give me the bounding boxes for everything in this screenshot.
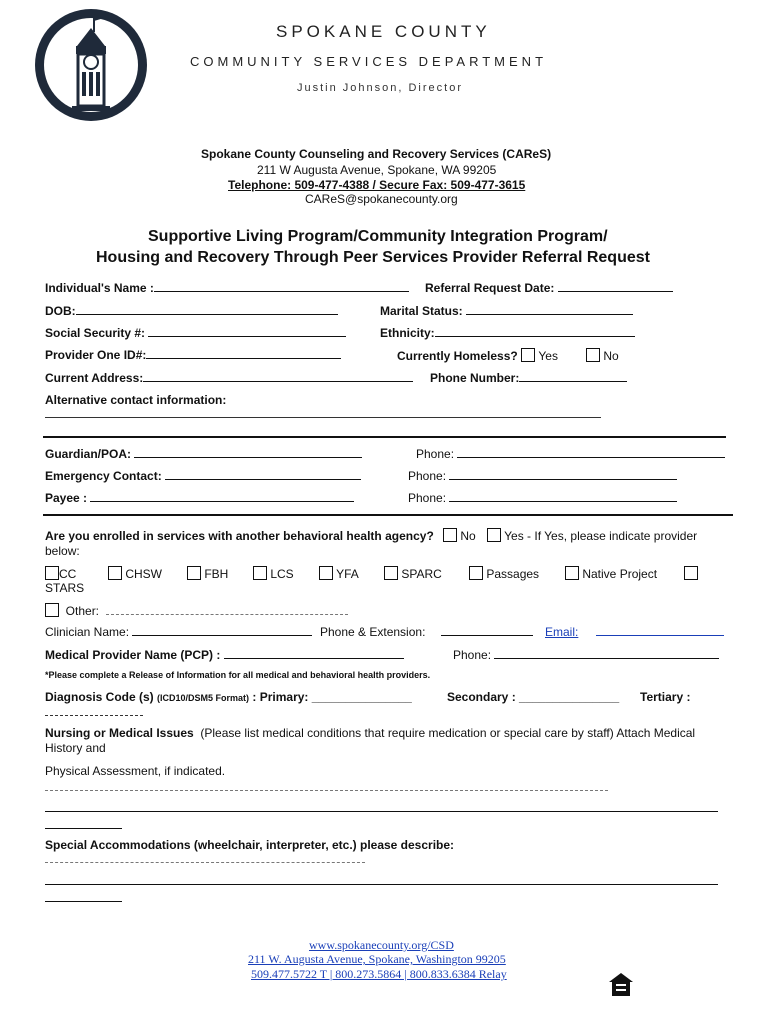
dob-label: DOB:: [45, 304, 338, 318]
provider-fbh: FBH: [187, 566, 228, 581]
provider-sparc: SPARC: [384, 566, 442, 581]
phone-number-label: Phone Number:: [430, 371, 627, 385]
guardian-label: Guardian/POA:: [45, 447, 362, 461]
clinician-label: Clinician Name:: [45, 625, 312, 639]
homeless-no-option: No: [586, 348, 619, 363]
dob-field[interactable]: [76, 304, 338, 315]
medical-phone-field[interactable]: [494, 648, 719, 659]
enrollment-question: Are you enrolled in services with another behavioral health agency?: [45, 529, 434, 543]
emergency-field[interactable]: [165, 469, 361, 480]
special-field-3[interactable]: [45, 901, 122, 902]
ethnicity-field[interactable]: [435, 326, 635, 337]
stars-label: STARS: [45, 581, 85, 595]
footer-phones-link[interactable]: 509.477.5722 T | 800.273.5864 | 800.833.6384 Relay: [251, 967, 507, 981]
roi-note: *Please complete a Release of Information for all medical and behavioral health providers.: [45, 670, 431, 680]
native-project-checkbox[interactable]: [565, 566, 579, 580]
provider-lcs: LCS: [253, 566, 294, 581]
provider-one-field[interactable]: [146, 348, 341, 359]
guardian-phone-label: Phone:: [416, 447, 725, 461]
nursing-field-3[interactable]: [45, 828, 122, 829]
provider-stars: [684, 566, 698, 581]
agency-email: CAReS@spokanecounty.org: [305, 192, 458, 206]
nursing-field-2[interactable]: [45, 811, 718, 812]
phone-number-field[interactable]: [519, 371, 627, 382]
alt-contact-label: Alternative contact information:: [45, 393, 227, 407]
form-title-line1: Supportive Living Program/Community Integration Program/: [148, 228, 608, 245]
homeless-label: Currently Homeless? Yes: [397, 349, 558, 363]
special-field-2[interactable]: [45, 884, 718, 885]
form-title-line2: Housing and Recovery Through Peer Services Provider Referral Request: [96, 249, 650, 266]
current-address-field[interactable]: [143, 371, 413, 382]
clinician-field[interactable]: [132, 625, 312, 636]
other-checkbox[interactable]: [45, 603, 59, 617]
provider-native-project: Native Project: [565, 566, 657, 581]
passages-checkbox[interactable]: [469, 566, 483, 580]
enrollment-below: below:: [45, 544, 80, 558]
enrollment-yes-checkbox[interactable]: [487, 528, 501, 542]
marital-status-field[interactable]: [466, 304, 633, 315]
provider-passages: Passages: [469, 566, 539, 581]
alt-contact-line[interactable]: [45, 417, 601, 418]
referral-date-field[interactable]: [558, 281, 673, 292]
diagnosis-secondary: Secondary : _______________: [447, 690, 620, 704]
sparc-checkbox[interactable]: [384, 566, 398, 580]
current-address-label: Current Address:: [45, 371, 413, 385]
chsw-checkbox[interactable]: [108, 566, 122, 580]
payee-label: Payee :: [45, 491, 354, 505]
homeless-no-checkbox[interactable]: [586, 348, 600, 362]
history-text: History and: [45, 741, 106, 755]
guardian-phone-field[interactable]: [457, 447, 725, 458]
lcs-checkbox[interactable]: [253, 566, 267, 580]
special-field-1[interactable]: [45, 862, 365, 863]
provider-yfa: YFA: [319, 566, 359, 581]
marital-status-label: Marital Status:: [380, 304, 633, 318]
nursing-field-1[interactable]: [45, 790, 608, 791]
medical-provider-label: Medical Provider Name (PCP) :: [45, 648, 404, 662]
tertiary-field[interactable]: [45, 715, 143, 716]
emergency-phone-label: Phone:: [408, 469, 677, 483]
footer-address-link[interactable]: 211 W. Augusta Avenue, Spokane, Washington 99205: [248, 952, 506, 966]
other-provider-field[interactable]: [106, 614, 348, 615]
section-divider: [43, 436, 726, 438]
email-field[interactable]: [596, 635, 724, 636]
section-divider-2: [43, 514, 733, 516]
medical-provider-field[interactable]: [224, 648, 404, 659]
email-label: Email:: [545, 625, 579, 639]
special-accommodations-label: Special Accommodations (wheelchair, interpreter, etc.) please describe:: [45, 838, 455, 852]
referral-date-label: Referral Request Date:: [425, 281, 673, 295]
guardian-field[interactable]: [134, 447, 362, 458]
phone-ext-label: Phone & Extension:: [320, 625, 426, 639]
agency-name: Spokane County Counseling and Recovery Services (CAReS): [201, 147, 552, 161]
individual-name-label: Individual's Name :: [45, 281, 409, 295]
payee-phone-label: Phone:: [408, 491, 677, 505]
ssn-label: Social Security #:: [45, 326, 346, 340]
payee-phone-field[interactable]: [449, 491, 677, 502]
emergency-phone-field[interactable]: [449, 469, 677, 480]
enrollment-no-checkbox[interactable]: [443, 528, 457, 542]
agency-phone: Telephone: 509-477-4388 / Secure Fax: 509-477-3615: [228, 178, 526, 192]
footer-website-link[interactable]: www.spokanecounty.org/CSD: [309, 938, 454, 952]
nursing-issues: Nursing or Medical Issues (Please list medical conditions that require medication or special care by staff) Attach Medical: [45, 726, 696, 740]
county-name: SPOKANE COUNTY: [276, 22, 491, 41]
individual-name-field[interactable]: [154, 281, 409, 292]
homeless-yes-checkbox[interactable]: [521, 348, 535, 362]
director-name: Justin Johnson, Director: [297, 82, 463, 94]
fbh-checkbox[interactable]: [187, 566, 201, 580]
payee-field[interactable]: [90, 491, 354, 502]
yfa-checkbox[interactable]: [319, 566, 333, 580]
enrollment-no-option: No: [443, 528, 476, 543]
medical-phone-label: Phone:: [453, 648, 719, 662]
department-name: COMMUNITY SERVICES DEPARTMENT: [190, 54, 548, 69]
physical-text: Physical Assessment, if indicated.: [45, 764, 226, 778]
other-provider: Other:: [45, 603, 99, 618]
provider-chsw: CHSW: [108, 566, 162, 581]
equal-housing-icon: [608, 972, 634, 998]
ssn-field[interactable]: [148, 326, 346, 337]
provider-cc: CC: [45, 566, 76, 581]
provider-one-label: Provider One ID#:: [45, 348, 341, 362]
cc-checkbox[interactable]: [45, 566, 59, 580]
stars-checkbox[interactable]: [684, 566, 698, 580]
enrollment-yes-option: Yes - If Yes, please indicate provider: [487, 528, 697, 543]
ethnicity-label: Ethnicity:: [380, 326, 635, 340]
diagnosis-tertiary: Tertiary :: [640, 690, 691, 704]
emergency-label: Emergency Contact:: [45, 469, 361, 483]
agency-address: 211 W Augusta Avenue, Spokane, WA 99205: [257, 163, 497, 177]
phone-ext-field[interactable]: [441, 626, 533, 636]
diagnosis-label: Diagnosis Code (s) (ICD10/DSM5 Format) : Primary: _______________: [45, 690, 412, 704]
county-logo: [32, 6, 150, 124]
